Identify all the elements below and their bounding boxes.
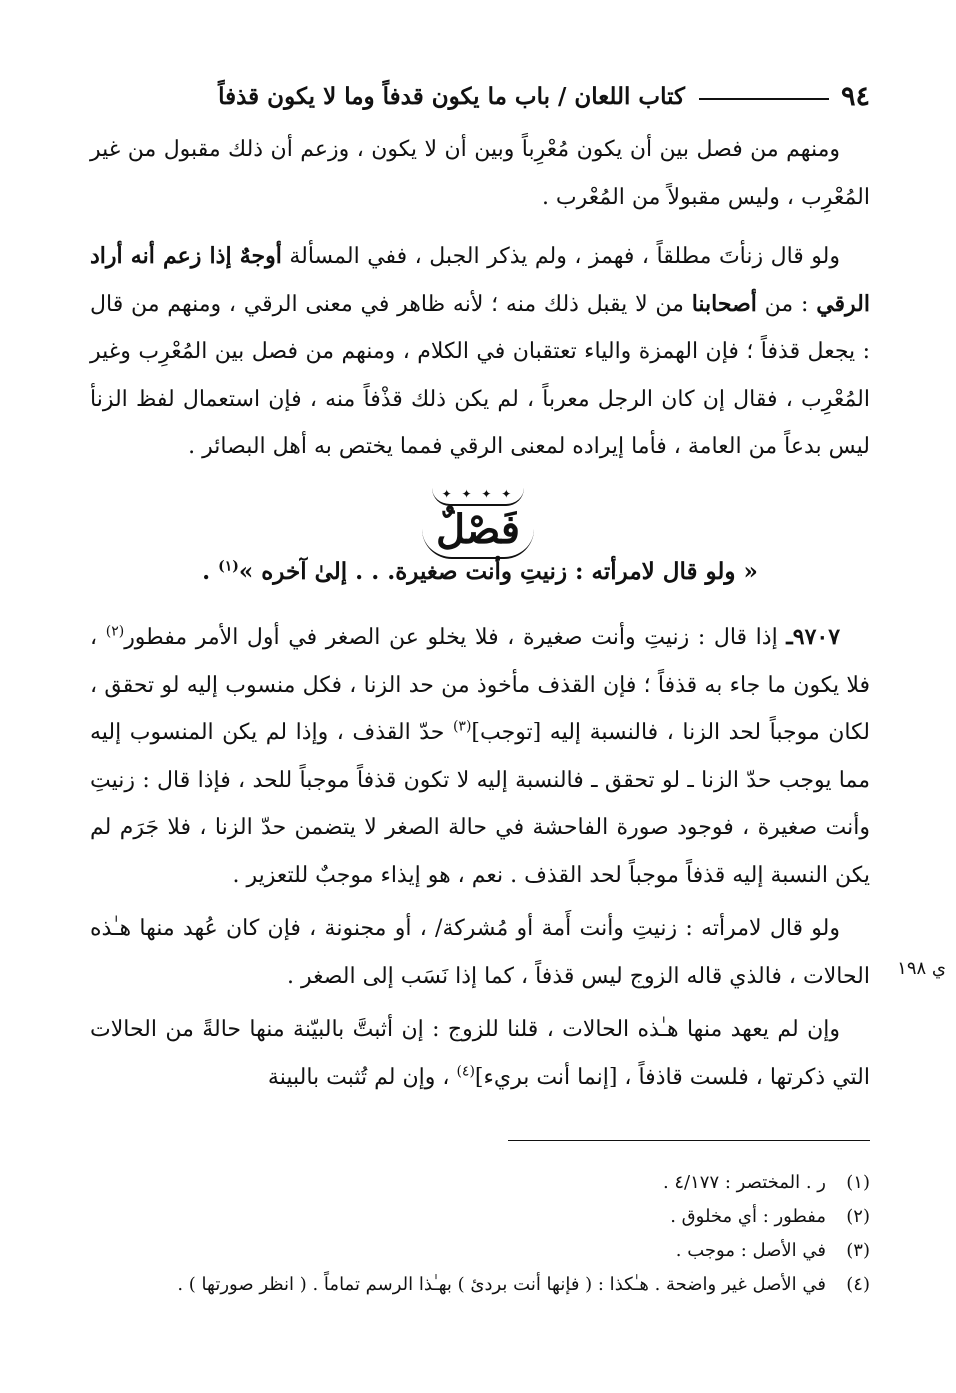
page-number: ٩٤ — [840, 80, 870, 112]
footnote-text: في الأصل غير واضحة . هـٰكذا : ( فإنها أنت بردئ ) بهـٰذا الرسم تماماً . ( انظر صورتها ) . — [177, 1274, 826, 1295]
ornament-stars: ✦ ✦ ✦ ✦ — [432, 488, 525, 506]
footnotes — [90, 1166, 870, 1302]
footnote-ref: (١) — [218, 558, 239, 575]
paragraph-text: : من — [756, 291, 817, 317]
section-ornament — [0, 488, 956, 559]
paragraph — [90, 614, 870, 899]
margin-manuscript-ref: ي ١٩٨ — [897, 958, 946, 979]
quote-end: . — [202, 558, 219, 585]
paragraph — [90, 1006, 870, 1101]
paragraph — [90, 126, 870, 221]
paragraph-text: ومنهم من فصل بين أن يكون مُعْرِباً وبين أن لا يكون ، وزعم أن ذلك مقبول من غير المُعْرِب ، وليس مقبولاً من المُعْرب . — [90, 137, 870, 210]
footnote-number: (٢) — [846, 1206, 870, 1227]
header-rule — [699, 98, 829, 100]
footnote-item — [90, 1166, 870, 1200]
footnote-item — [90, 1234, 870, 1268]
paragraph-text: ولو قال زنأتَ مطلقاً ، فهمز ، ولم يذكر الجبل ، ففي المسألة — [281, 244, 840, 269]
body-text-bottom — [90, 614, 870, 1107]
footnote-ref: (٢) — [105, 623, 125, 640]
paragraph-text: ، فلا يكون ما جاء به قذفاً ؛ فإن القذف مأخوذ من حد الزنا ، فكل منسوب إليه لو تحقق ، لكان موجباً لحد الزنا ، فالنسبة إليه [توجب] — [90, 625, 870, 745]
footnote-item — [90, 1268, 870, 1302]
paragraph — [90, 233, 870, 471]
footnote-text: مفطور : أي مخلوق . — [670, 1206, 826, 1227]
footnote-text: في الأصل : موجب . — [675, 1240, 826, 1261]
paragraph-text: ، وإن لم تُثبت بالبينة — [267, 1064, 457, 1090]
footnote-rule — [508, 1140, 870, 1141]
footnote-ref: (٣) — [452, 718, 472, 735]
bold-phrase: أوجهٌ إذا زعم أنه أراد الرقي — [90, 243, 870, 317]
paragraph-text: وإن لم يعهد منها هـٰذه الحالات ، قلنا للزوج : إن أثبتَّ بالبيّنة منها حالةً من الحالات التي ذكرتها ، فلست قاذفاً ، [إنما أنت بريء] — [90, 1017, 870, 1090]
footnote-item — [90, 1200, 870, 1234]
paragraph-text: حدّ القذف ، وإذا لم يكن المنسوب إليه مما يوجب حدّ الزنا ـ لو تحقق ـ فالنسبة إليه لا تكون قذفاً موجباً للحد ، فإذا قال : زنيتِ وأنت صغيرة ، فوجود صورة الفاحشة في حالة الصغر لا يتضمن حدّ الزنا ، فلا جَرَم لم يكن النسبة إليه قذفاً موجباً لحد القذف . نعم ، هو إيذاء موجبٌ للتعزير . — [90, 720, 870, 888]
section-quote — [90, 550, 870, 594]
footnote-text: ر . المختصر : ٤/١٧٧ . — [662, 1172, 826, 1193]
quote-text: « ولو قال لامرأته : زنيتِ وأنت صغيرة. . . إلىٰ آخره » — [238, 558, 758, 585]
fasl-word: فَصْلٌ — [435, 506, 521, 553]
running-header — [90, 76, 870, 116]
footnote-ref: (٤) — [456, 1063, 475, 1080]
number-dash: ـ — [786, 624, 793, 650]
paragraph-text: ولو قال لامرأته : زنيتِ وأنت أَمة أو مُشركة/ ، أو مجنونة ، فإن كان عُهد منها هـٰذه الحالات ، فالذي قاله الزوج ليس قذفاً ، كما إذا نَسَب إلى الصغر . — [90, 916, 870, 989]
fasl-calligraphy — [422, 488, 535, 559]
paragraph-number: ٩٧٠٧ — [792, 624, 841, 650]
footnote-number: (٤) — [846, 1274, 870, 1295]
paragraph — [90, 905, 870, 1000]
bold-phrase: أصحابنا — [691, 290, 757, 317]
running-title: كتاب اللعان / باب ما يكون قدفاً وما لا يكون قذفاً — [218, 82, 685, 110]
footnote-number: (١) — [846, 1172, 870, 1193]
footnote-number: (٣) — [846, 1240, 870, 1261]
paragraph-text: إذا قال : زنيتِ وأنت صغيرة ، فلا يخلو عن الصغر في أول الأمر مفطور — [124, 625, 787, 650]
body-text-top — [90, 126, 870, 483]
paragraph-text: من لا يقبل ذلك منه ؛ لأنه ظاهر في معنى الرقي ، ومنهم من قال : يجعل قذفاً ؛ فإن الهمزة والياء تعتقبان في الكلام ، ومنهم من فصل بين المُعْرِب وغير المُعْرِب ، فقال إن كان الرجل معرباً ، لم يكن ذلك قذْفاً منه ، فإن استعمال لفظ الزنأ ليس بدعاً من العامة ، فأما إيراده لمعنى الرقي فمما يختص به أهل البصائر . — [90, 291, 870, 459]
